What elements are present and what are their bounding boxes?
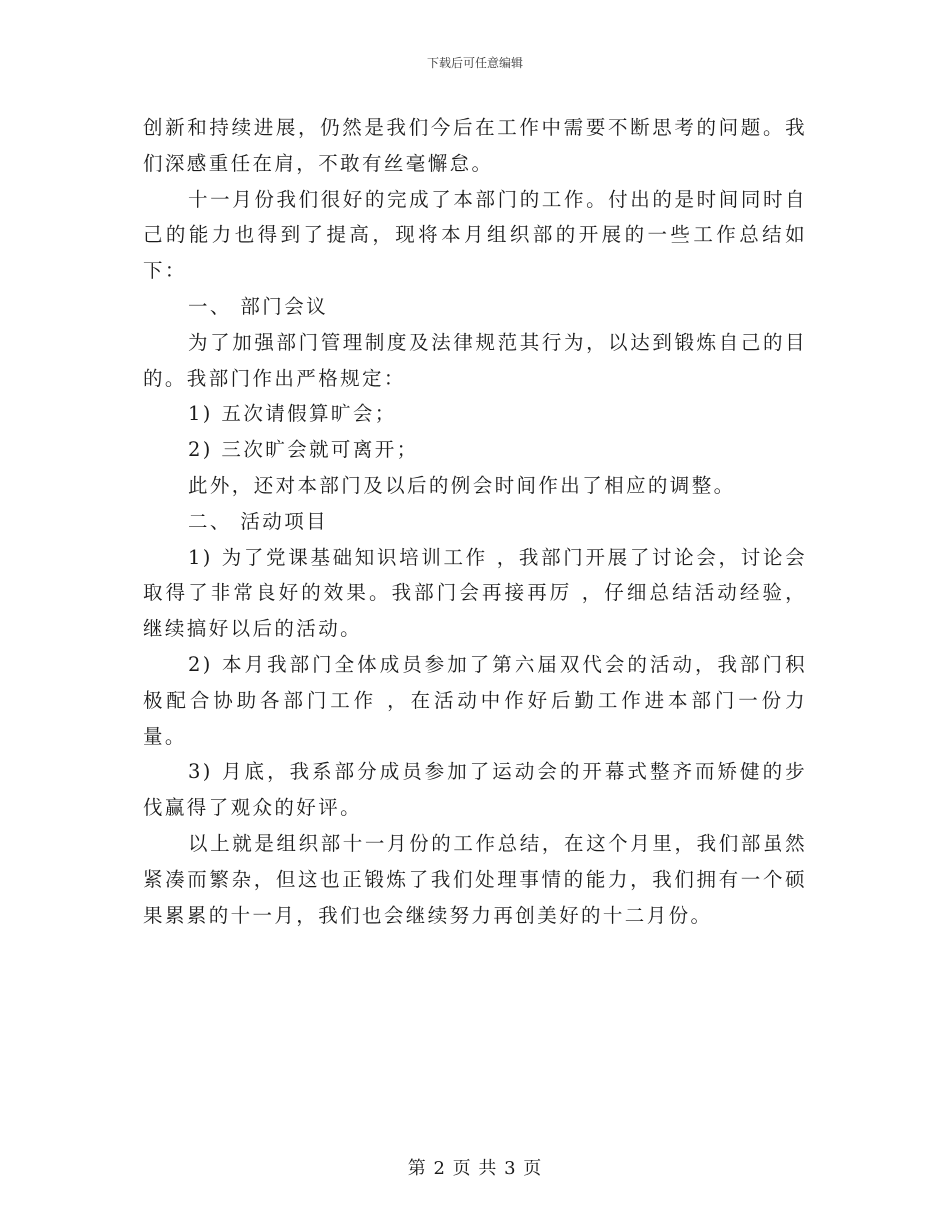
list-item: 1) 五次请假算旷会； bbox=[188, 402, 397, 426]
list-item: 2) 三次旷会就可离开； bbox=[188, 438, 419, 462]
page-number-footer: 第 2 页 共 3 页 bbox=[407, 1158, 543, 1179]
header-note: 下载后可任意编辑 bbox=[426, 56, 523, 70]
list-item: 1) 为了党课基础知识培训工作 ，我部门开展了讨论会，讨论会取得了非常良好的效果。我部门会再接再厉 ，仔细总结活动经验，继续搞好以后的活动。 bbox=[143, 545, 807, 641]
paragraph: 为了加强部门管理制度及法律规范其行为，以达到锻炼自己的目的。我部门作出严格规定： bbox=[143, 330, 807, 390]
section-heading: 一、 部门会议 bbox=[188, 294, 328, 318]
section-heading: 二、 活动项目 bbox=[188, 509, 328, 533]
paragraph: 十一月份我们很好的完成了本部门的工作。付出的是时间同时自己的能力也得到了提高，现将本月组织部的开展的一些工作总结如下： bbox=[143, 187, 807, 283]
paragraph: 此外，还对本部门及以后的例会时间作出了相应的调整。 bbox=[188, 473, 736, 497]
paragraph: 以上就是组织部十一月份的工作总结，在这个月里，我们部虽然紧凑而繁杂，但这也正锻炼了我们处理事情的能力，我们拥有一个硕果累累的十一月，我们也会继续努力再创美好的十二月份。 bbox=[143, 831, 807, 927]
list-item: 2) 本月我部门全体成员参加了第六届双代会的活动，我部门积极配合协助各部门工作 ，在活动中作好后勤工作进本部门一份力量。 bbox=[143, 652, 807, 748]
paragraph: 创新和持续进展，仍然是我们今后在工作中需要不断思考的问题。我们深感重任在肩，不敢有丝毫懈怠。 bbox=[143, 116, 807, 175]
document-body bbox=[143, 110, 807, 933]
list-item: 3) 月底，我系部分成员参加了运动会的开幕式整齐而矫健的步伐赢得了观众的好评。 bbox=[143, 760, 807, 820]
